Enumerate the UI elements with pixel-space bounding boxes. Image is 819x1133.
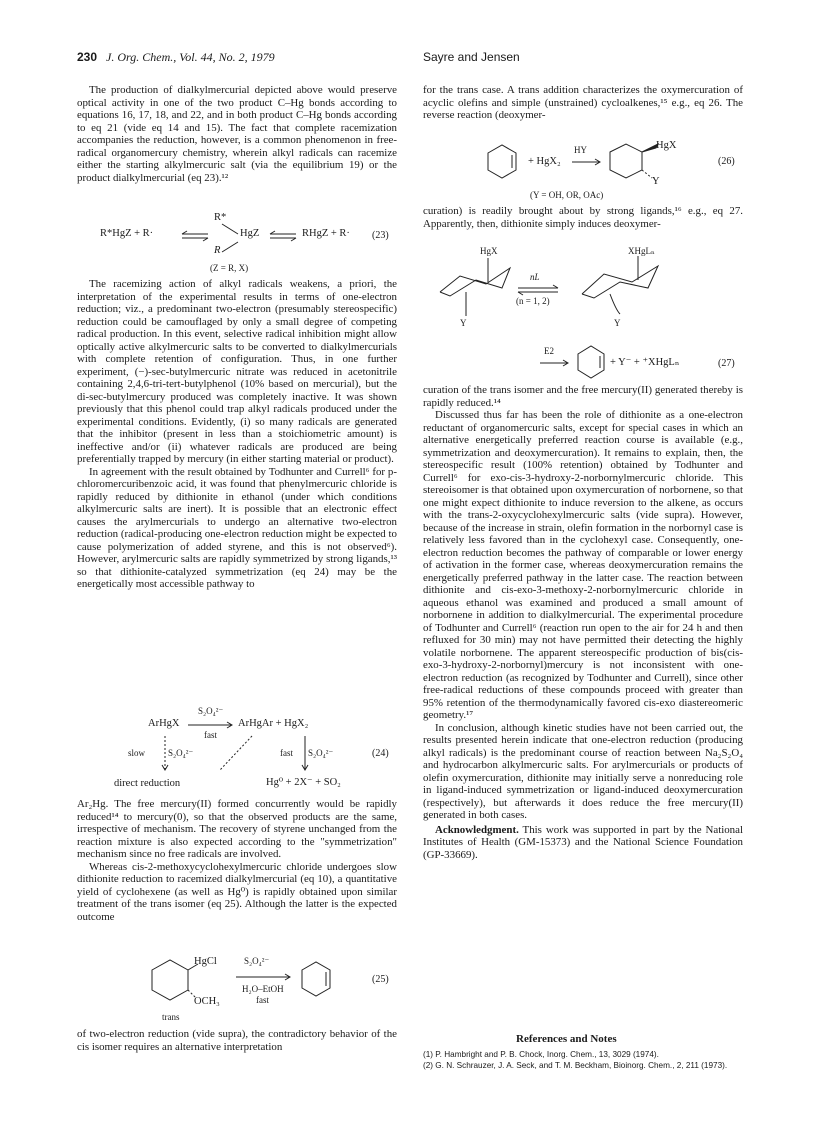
eq24-s2o4-left: S₂O₄²⁻ xyxy=(168,748,194,758)
eq27-hgx: HgX xyxy=(480,246,498,256)
left-paragraph-3: Ar₂Hg. The free mercury(II) formed concurrently would be rapidly reduced¹⁴ to mercury(0), so that the observed products are the same, irrespective of mechanism. The recovery of styrene unchanged from the reaction mixture is also expected according to the "symmetrization" mechanism since no free radicals are involved. Whereas cis-2-methoxycyclohexylmercuric chloride undergoes slow dithionite reduction to racemized dialkylmercurial (eq 10), a quantitative yield of cyclohexene (as well as Hg⁰) is rapidly obtained upon similar treatment of the trans isomer (eq 25). Although the latter is the expected outcome xyxy=(77,798,397,923)
eq23-equilibrium-arrow-2 xyxy=(268,230,298,242)
eq23-r: R xyxy=(214,245,221,256)
acknowledgment: Acknowledgment. This work was supported in part by the National Institutes of Health (GM-15373) and the National Science Foundation (GP-33669). xyxy=(423,823,743,861)
eq24-rhs: ArHgAr + HgX₂ xyxy=(238,718,309,729)
eq24-products: Hg⁰ + 2X⁻ + SO₂ xyxy=(266,777,341,788)
eq25-hgcl: HgCl xyxy=(194,956,217,967)
eq24-slow: slow xyxy=(128,748,146,758)
eq27-number: (27) xyxy=(718,358,735,369)
left-paragraph-2: The racemizing action of alkyl radicals weakens, a priori, the interpretation of the experimental results in terms of one-electron reduction; viz., a predominant two-electron (presumably stereospecific) reduction could be camouflaged by only a small degree of competing radical production. In this event, selective radical inhibition might allow optically active alkylmercuric salts to be converted to dialkylmercurials with complete retention of configuration. Thus, in one further experiment, (−)-sec-butylmercuric nitrate was reduced in acetonitrile containing 2,4,6-tri-tert-butylphenol (10% based on mercurial), but the di-sec-butylmercury produced was completely inactive. It was shown previously that this phenol could trap alkyl radicals produced under the experimental conditions. Evidently, (i) so many radicals are generated that the inhibitor (present in less than a stoichiometric amount) is ineffective and/or (ii) whatever radicals are produced are being preferentially trapped by mercury (in either starting material or product). In agreement with the result obtained by Todhunter and Currell⁶ for p-chloromercuribenzoic acid, it was found that phenylmercuric chloride is rapidly reduced by dithionite in ethanol (under which conditions alkylmercuric salts are inert). It is possible that an electronic effect causes the arylmercurials to undergo an alternative two-electron reduction (radical-producing one-electron reduction might be expected to cause polymerization of added styrene, and this is not observed⁶). However, arylmercuric salts are rapidly symmetrized by strong ligands,¹³ so that dithionite-catalyzed symmetrization (eq 24) may be the energetically most accessible pathway to xyxy=(77,278,397,590)
right-paragraph-3: curation of the trans isomer and the free mercury(II) generated thereby is rapidly reduced.¹⁴ Discussed thus far has been the role of dithionite as a one-electron reductant of organomercuric salts, except for special cases in which an alternative energetically preferred reaction course is available (e.g., symmetrization and deoxymercuration). It remains to explain, then, the stereospecific result (100% retention) obtained by Todhunter and Currell⁶ for exo-cis-3-hydroxy-2-norbornylmercuric chloride. This stereoisomer is that obtained upon oxymercuration of norbornene, so that one might expect dithionite to induce reversion to the alkene, as occurs with the trans-2-oxycyclohexylmercuric salts (vide supra). However, because of the increase in strain, olefin formation in the norbornyl case is relatively less favored than in the cyclohexyl case. Consequently, one-electron reduction becomes the pathway of comparable or lower energy of activation in the former case, whereas deoxymercuration remains the energetically preferred pathway in the latter case. The reaction between dithionite and cis-exo-3-methoxy-2-norbornylmercuric chloride in aqueous ethanol was examined and produced a small amount of norbornene in addition to dialkylmercurial. The experimental procedure of Todhunter and Currell⁶ (reaction run open to the air for 24 h and then refluxed for 30 min) may not have permitted their detecting the highly volatile norbornene. The apparent stereospecific production of bis(cis-exo-3-hydroxy-2-norbornyl)mercury is not inconsistent with one-electron reduction (as recognized by Todhunter and Currell), since other free-radical reductions of these compounds proceed with greater than 95% retention of the thermodynamically favored cis-exo diastereomeric geometry.¹⁷ In conclusion, although kinetic studies have not been carried out, the results presented herein indicate that one-electron reduction (producing alkyl radicals) is the predominant course of reaction between Na₂S₂O₄ and hydrocarbon alkylmercuric salts. For arylmercurials or products of olefin oxymercuration, dithionite may initially serve a nonreducing role in ligand-induced symmetrization or ligand-induced deoxymercuration (respectively), but afterwards it does reduce the free mercury(II) generated in both cases. Acknowledgment. This work was supported in part by the National Institutes of Health (GM-15373) and the National Science Foundation (GP-33669). xyxy=(423,384,743,861)
eq26-cyclohexene-structure xyxy=(484,144,520,180)
eq27-n-condition: (n = 1, 2) xyxy=(516,296,550,306)
eq27-equilibrium-arrow xyxy=(516,284,560,296)
eq27-chair-right xyxy=(576,254,676,324)
eq25-reagent-top: S₂O₄²⁻ xyxy=(244,956,270,966)
eq26-plus-hgx2: + HgX₂ xyxy=(528,156,561,167)
eq24-reagent: S₂O₄²⁻ xyxy=(198,706,224,716)
eq27-products: + Y⁻ + ⁺XHgLₙ xyxy=(610,357,680,368)
eq24-number: (24) xyxy=(372,748,389,759)
journal-citation: J. Org. Chem., Vol. 44, No. 2, 1979 xyxy=(106,50,275,64)
left-paragraph-1: The production of dialkylmercurial depicted above would preserve optical activity in one of the two product C–Hg bonds according to equations 16, 17, 18, and 22, and in both product C–Hg bonds according to eq 21 (vide eq 14 and 15). The fact that complete racemization accompanies the reduction, however, is a common phenomenon in free-radical organomercury chemistry, wherein alkyl radicals can racemize either the starting alkylmercuric salt (via the equilibrium 19) or the product dialkylmercurial (eq 23).¹² xyxy=(77,84,397,184)
eq26-arrow xyxy=(570,157,604,167)
eq23-number: (23) xyxy=(372,230,389,241)
eq25-number: (25) xyxy=(372,974,389,985)
eq26-hy: HY xyxy=(574,145,587,155)
eq25-cyclohexane-structure xyxy=(140,956,200,1004)
eq23-lhs: R*HgZ + R· xyxy=(100,228,154,239)
eq26-number: (26) xyxy=(718,156,735,167)
reference-2: (2) G. N. Schrauzer, J. A. Seck, and T. M. Beckham, Bioinorg. Chem., 2, 211 (1973). xyxy=(423,1061,728,1070)
eq23-hgz: HgZ xyxy=(240,228,260,239)
eq27-e2: E2 xyxy=(544,346,554,356)
eq24-direct-reduction: direct reduction xyxy=(114,778,181,789)
running-header-authors: Sayre and Jensen xyxy=(423,50,520,64)
running-header-left xyxy=(77,50,397,65)
eq23-rhs: RHgZ + R· xyxy=(302,228,350,239)
eq23-r-star: R* xyxy=(214,212,227,223)
page-number: 230 xyxy=(77,50,98,64)
eq24-s2o4-right: S₂O₄²⁻ xyxy=(308,748,334,758)
eq27-e2-arrow xyxy=(538,358,572,368)
eq27-nl: nL xyxy=(530,272,540,282)
eq26-hgx: HgX xyxy=(656,140,677,151)
eq23-note: (Z = R, X) xyxy=(210,263,249,273)
reference-1: (1) P. Hambright and P. B. Chock, Inorg. Chem., 13, 3029 (1974). xyxy=(423,1050,659,1059)
eq27-chair-left xyxy=(436,254,526,324)
eq25-fast: fast xyxy=(256,995,269,1005)
eq25-cyclohexene-structure xyxy=(296,960,336,1000)
eq24-arrow-main xyxy=(186,720,236,730)
eq25-arrow xyxy=(234,972,294,982)
left-paragraph-4: of two-electron reduction (vide supra), the contradictory behavior of the cis isomer requires an alternative interpretation xyxy=(77,1028,397,1053)
eq24-fast-1: fast xyxy=(204,730,217,740)
eq25-och3: OCH₃ xyxy=(194,996,220,1007)
eq27-xhgln: XHgLₙ xyxy=(628,246,655,256)
right-paragraph-2: curation) is readily brought about by strong ligands,¹⁶ e.g., eq 27. Apparently, then, dithionite simply induces deoxymer- xyxy=(423,205,743,230)
references-heading: References and Notes xyxy=(516,1033,617,1045)
eq26-y: Y xyxy=(652,176,660,187)
right-paragraph-1: for the trans case. A trans addition characterizes the oxymercuration of acyclic olefins and simple (unstrained) cycloalkenes,¹⁵ e.g., eq 26. The reverse reaction (deoxymer- xyxy=(423,84,743,121)
eq23-equilibrium-arrow-1 xyxy=(180,230,210,242)
eq24-lhs: ArHgX xyxy=(148,718,180,729)
eq27-cyclohexene-structure xyxy=(574,345,608,379)
eq27-y-right: Y xyxy=(614,318,621,328)
eq24-arrow-dashed xyxy=(216,734,256,774)
eq24-fast-2: fast xyxy=(280,748,293,758)
eq26-note: (Y = OH, OR, OAc) xyxy=(530,190,604,200)
eq25-reagent-bottom: H₂O–EtOH xyxy=(242,984,284,994)
eq25-trans-caption: trans xyxy=(162,1012,180,1022)
eq27-y-left: Y xyxy=(460,318,467,328)
